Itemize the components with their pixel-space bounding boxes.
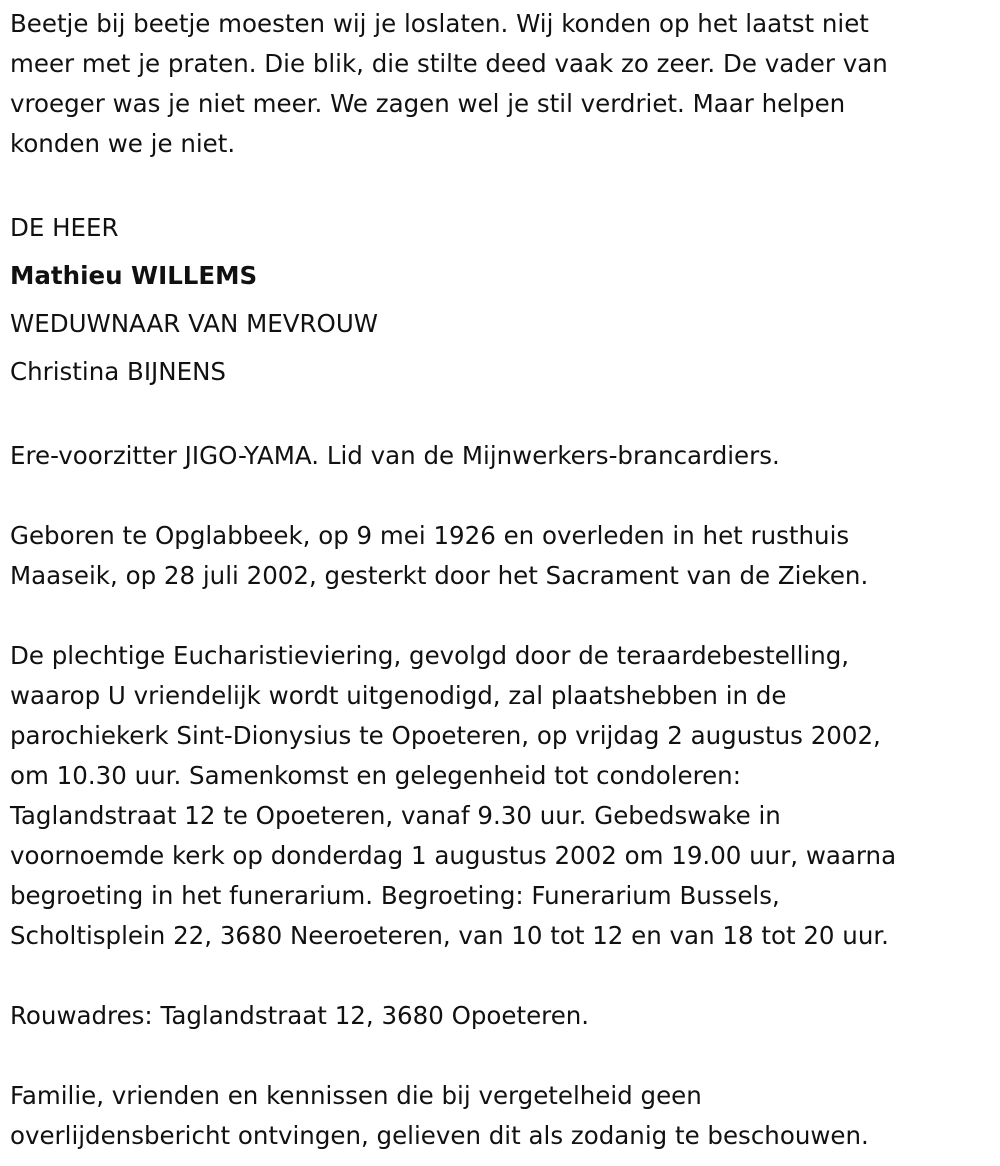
birth-death-paragraph: [10, 516, 980, 596]
address-paragraph: [10, 996, 980, 1036]
ceremony-line: parochiekerk Sint-Dionysius te Opoeteren, op vrijdag 2 augustus 2002,: [10, 721, 881, 750]
spacer: [10, 476, 980, 516]
closing-line: overlijdensbericht ontvingen, gelieven dit als zodanig te beschouwen.: [10, 1121, 869, 1150]
birth-death-line: Maaseik, op 28 juli 2002, gesterkt door het Sacrament van de Zieken.: [10, 561, 869, 590]
title-line: DE HEER: [10, 213, 119, 242]
ceremony-line: voornoemde kerk op donderdag 1 augustus 2002 om 19.00 uur, waarna: [10, 841, 897, 870]
ceremony-line: De plechtige Eucharistieviering, gevolgd door de teraardebestelling,: [10, 641, 850, 670]
closing-line: Familie, vrienden en kennissen die bij vergetelheid geen: [10, 1081, 702, 1110]
spacer: [10, 396, 980, 436]
intro-line: meer met je praten. Die blik, die stilte deed vaak zo zeer. De vader van: [10, 49, 888, 78]
obituary-notice: [10, 4, 980, 1156]
spacer: [10, 164, 980, 204]
closing-paragraph: [10, 1076, 980, 1156]
spacer: [10, 956, 980, 996]
deceased-name: Mathieu WILLEMS: [10, 261, 258, 290]
ceremony-line: Scholtisplein 22, 3680 Neeroeteren, van 10 tot 12 en van 18 tot 20 uur.: [10, 921, 889, 950]
intro-paragraph: [10, 4, 980, 164]
intro-line: vroeger was je niet meer. We zagen wel je stil verdriet. Maar helpen: [10, 89, 846, 118]
ceremony-line: om 10.30 uur. Samenkomst en gelegenheid tot condoleren:: [10, 761, 741, 790]
spacer: [10, 596, 980, 636]
ceremony-line: waarop U vriendelijk wordt uitgenodigd, zal plaatshebben in de: [10, 681, 787, 710]
spacer: [10, 1036, 980, 1076]
spouse-name: Christina BIJNENS: [10, 357, 226, 386]
roles-line: Ere-voorzitter JIGO-YAMA. Lid van de Mijnwerkers-brancardiers.: [10, 441, 780, 470]
birth-death-line: Geboren te Opglabbeek, op 9 mei 1926 en overleden in het rusthuis: [10, 521, 850, 550]
name-block: [10, 204, 980, 396]
ceremony-line: begroeting in het funerarium. Begroeting: Funerarium Bussels,: [10, 881, 780, 910]
ceremony-paragraph: [10, 636, 980, 956]
ceremony-line: Taglandstraat 12 te Opoeteren, vanaf 9.30 uur. Gebedswake in: [10, 801, 781, 830]
address-line: Rouwadres: Taglandstraat 12, 3680 Opoeteren.: [10, 1001, 590, 1030]
roles-paragraph: [10, 436, 980, 476]
intro-line: konden we je niet.: [10, 129, 236, 158]
relation-line: WEDUWNAAR VAN MEVROUW: [10, 309, 378, 338]
intro-line: Beetje bij beetje moesten wij je loslaten. Wij konden op het laatst niet: [10, 9, 869, 38]
